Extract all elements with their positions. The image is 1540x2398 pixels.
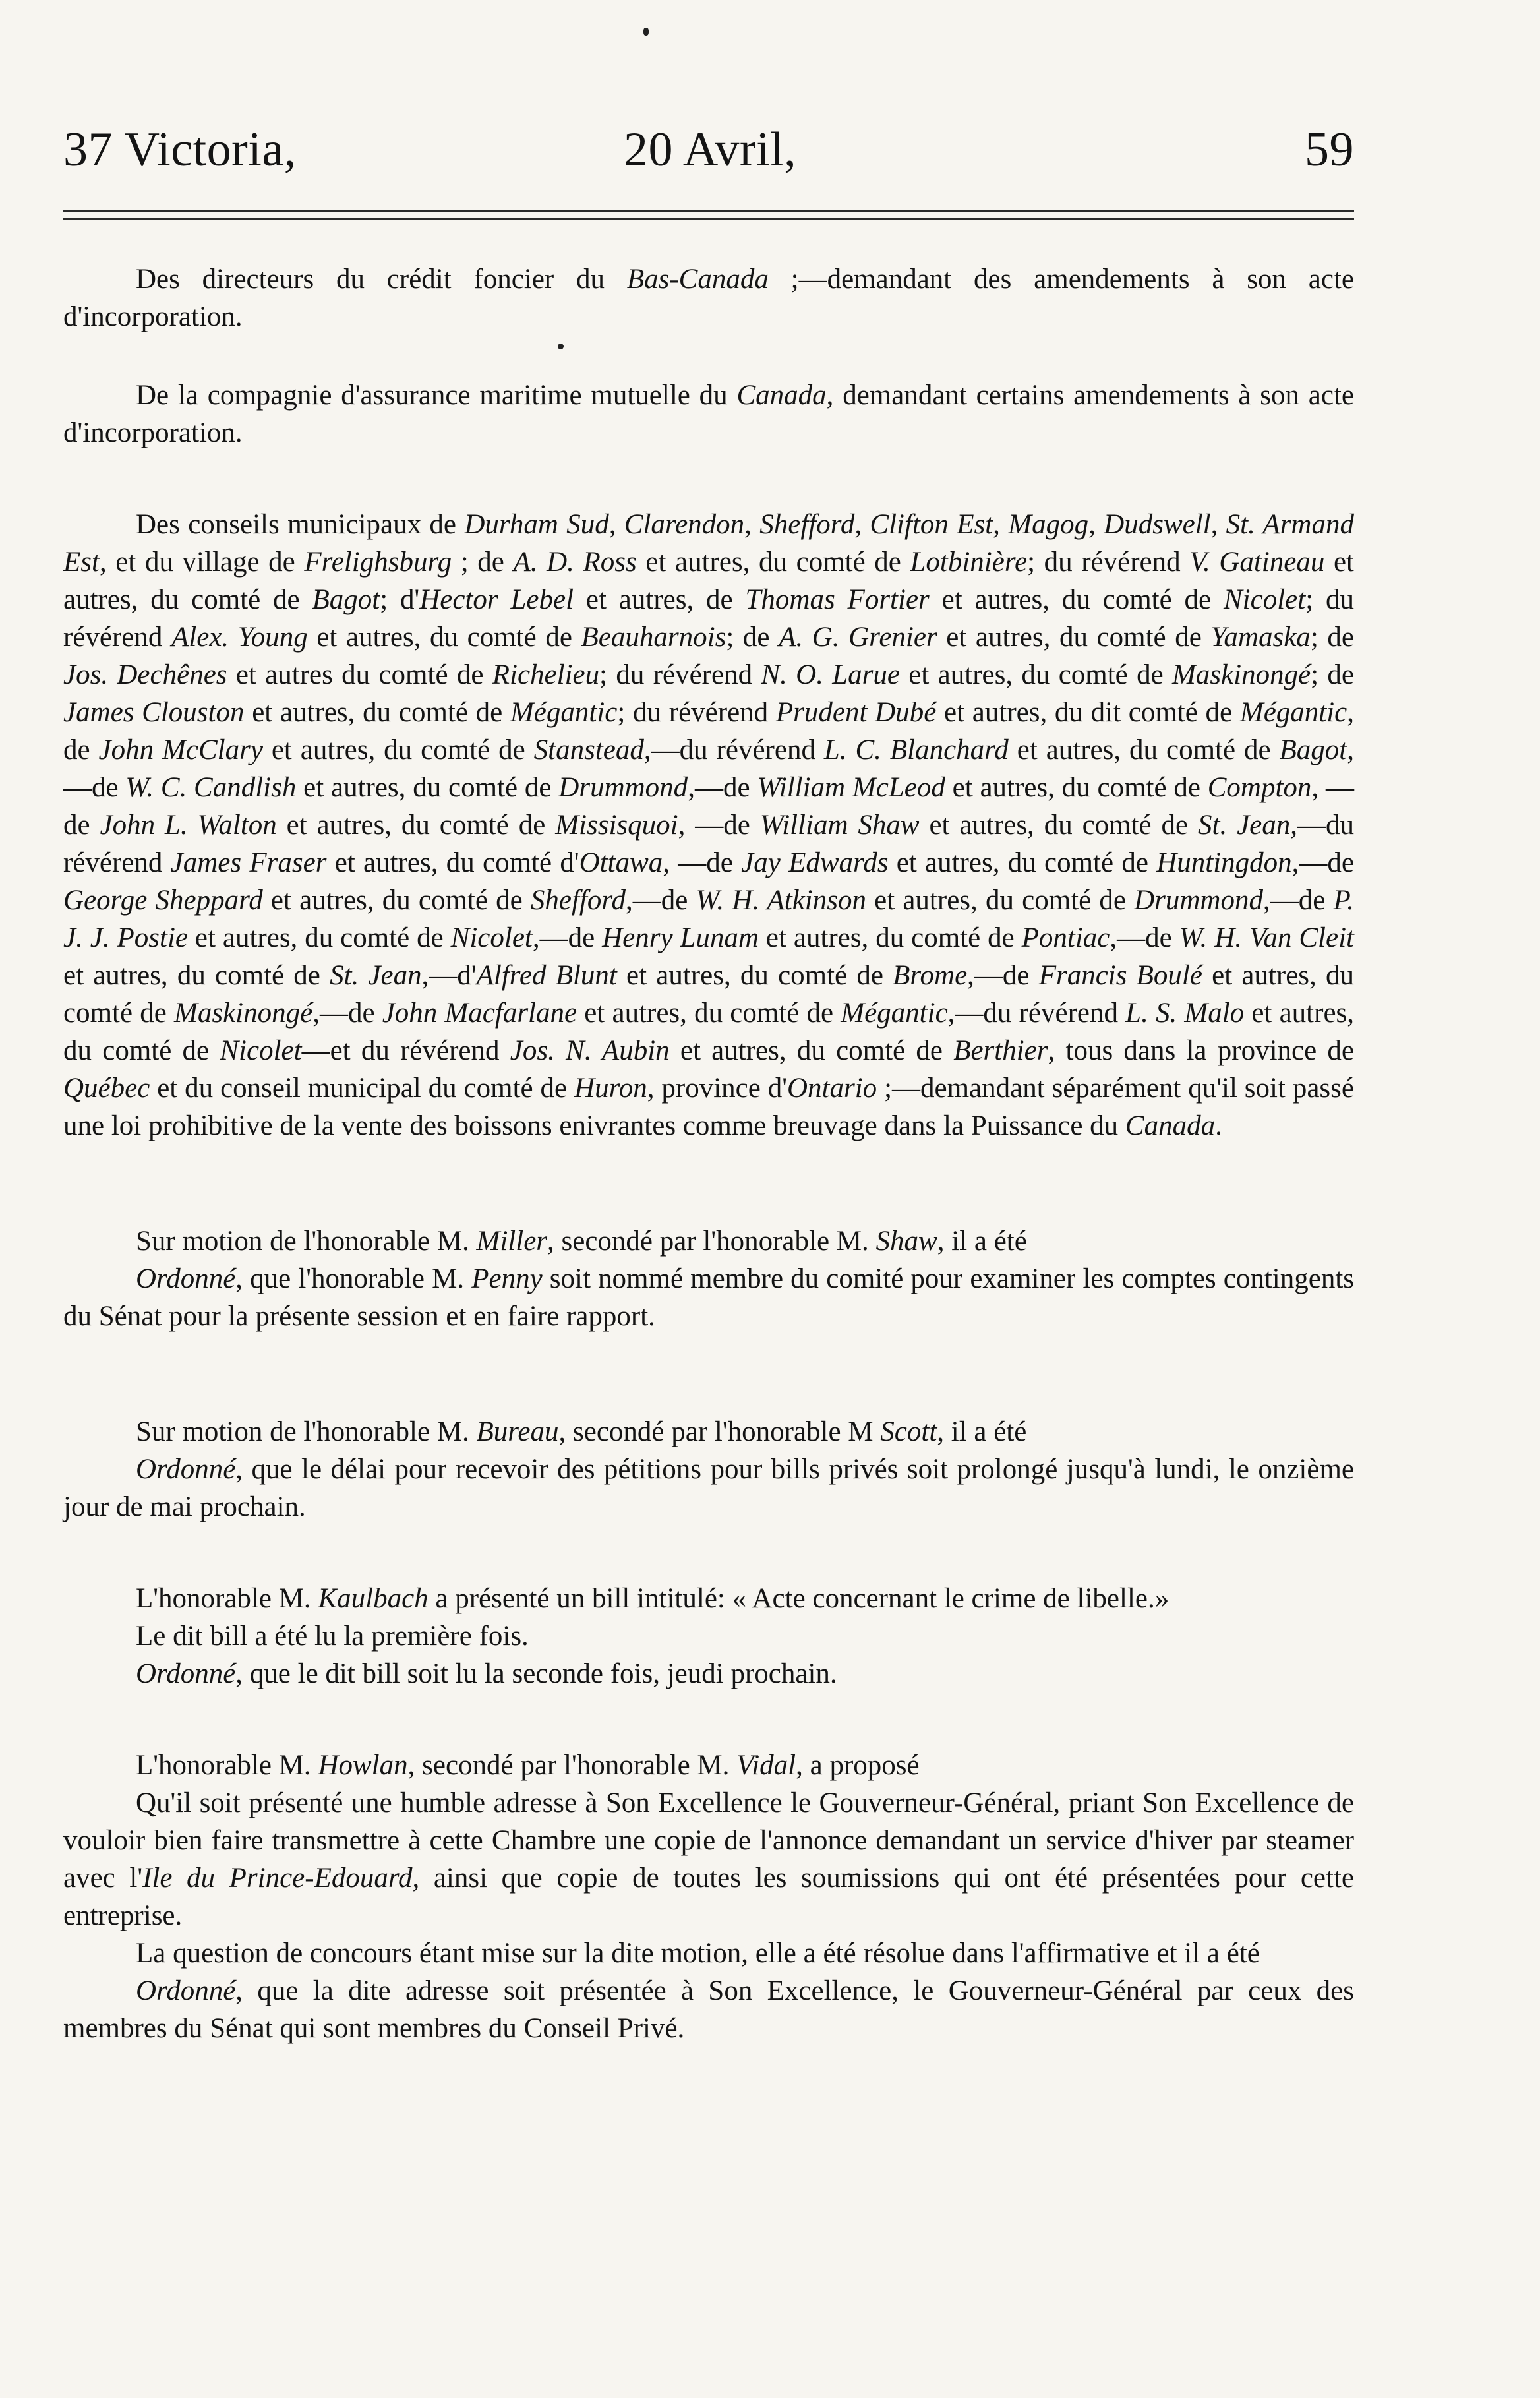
text-run: ; de bbox=[1310, 622, 1354, 653]
text-run: . bbox=[1215, 1110, 1222, 1141]
italic-run: Pontiac bbox=[1021, 922, 1110, 953]
text-run: , que le dit bill soit lu la seconde fois, jeudi prochain. bbox=[235, 1658, 837, 1689]
italic-run: Compton bbox=[1207, 772, 1312, 803]
text-run: ,—de bbox=[967, 960, 1039, 991]
text-run: ; de bbox=[452, 547, 514, 578]
italic-run: William Shaw bbox=[759, 810, 920, 841]
text-run: soit nommé membre du comité pour examiner les comptes contingents du Sénat pour la présente session et en faire rapport. bbox=[63, 1263, 1354, 1332]
page-number: 59 bbox=[1305, 123, 1354, 177]
italic-run: Berthier bbox=[953, 1035, 1048, 1066]
text-run: et autres, du comté de bbox=[669, 1035, 954, 1066]
text-run: ,—du révérend bbox=[63, 810, 1355, 878]
text-run: , tous dans la province de bbox=[1048, 1035, 1355, 1066]
text-run: ,—du révérend bbox=[947, 998, 1126, 1029]
text-run: ; du révérend bbox=[599, 659, 761, 690]
separator-dot bbox=[63, 336, 1354, 376]
italic-run: Shefford bbox=[530, 885, 626, 916]
italic-run: Drummond bbox=[558, 772, 688, 803]
header-session: 37 Victoria, bbox=[63, 123, 297, 177]
italic-run: James Clouston bbox=[63, 697, 245, 728]
text-run: et autres, du dit comté de bbox=[936, 697, 1240, 728]
italic-run: William McLeod bbox=[757, 772, 945, 803]
italic-run: Mégantic bbox=[510, 697, 618, 728]
italic-run: Ordonné bbox=[136, 1454, 236, 1485]
order-penny bbox=[63, 1260, 1354, 1335]
text-run: et autres, du comté de bbox=[866, 885, 1135, 916]
italic-run: Nicolet bbox=[450, 922, 533, 953]
text-run: et autres, du comté de bbox=[616, 960, 893, 991]
italic-run: Jos. N. Aubin bbox=[510, 1035, 670, 1066]
italic-run: L. S. Malo bbox=[1125, 998, 1245, 1029]
italic-run: Ottawa bbox=[579, 847, 663, 878]
text-run: et autres, du comté de bbox=[577, 998, 841, 1029]
italic-run: Scott bbox=[880, 1416, 937, 1447]
text-run: et autres, de bbox=[574, 584, 746, 615]
italic-run: Drummond bbox=[1134, 885, 1263, 916]
text-run: et autres, du comté de bbox=[244, 697, 510, 728]
text-run: , —de bbox=[663, 847, 742, 878]
header-date: 20 Avril, bbox=[624, 123, 797, 177]
italic-run: Richelieu bbox=[492, 659, 600, 690]
text-run: ,—de bbox=[626, 885, 696, 916]
italic-run: A. G. Grenier bbox=[779, 622, 937, 653]
italic-run: Frelighsburg bbox=[304, 547, 452, 578]
italic-run: Alfred Blunt bbox=[476, 960, 617, 991]
text-run: , que le délai pour recevoir des pétitions pour bills privés soit prolongé jusqu'à lundi, le onzième jour de mai prochain. bbox=[63, 1454, 1354, 1522]
italic-run: Yamaska bbox=[1210, 622, 1311, 653]
italic-run: Huntingdon bbox=[1156, 847, 1292, 878]
header-rule bbox=[63, 210, 1354, 212]
text-run: et autres, du comté de bbox=[63, 960, 1354, 1029]
text-run: et du conseil municipal du comté de bbox=[150, 1073, 575, 1104]
italic-run: Stanstead bbox=[533, 734, 644, 765]
text-run: ; du révérend bbox=[1027, 547, 1190, 578]
text-run: et autres, du comté de bbox=[937, 622, 1211, 653]
italic-run: Thomas Fortier bbox=[745, 584, 930, 615]
text-run: et autres, du comté de bbox=[929, 584, 1224, 615]
italic-run: James Fraser bbox=[170, 847, 327, 878]
italic-run: Huron bbox=[574, 1073, 647, 1104]
italic-run: Nicolet bbox=[220, 1035, 302, 1066]
order-address bbox=[63, 1972, 1354, 2047]
text-run: Sur motion de l'honorable M. bbox=[136, 1226, 477, 1257]
text-run: et autres, du comté de bbox=[307, 622, 581, 653]
text-run: et autres, du comté de bbox=[758, 922, 1022, 953]
text-run: et autres, du comté de bbox=[262, 885, 531, 916]
text-run: , secondé par l'honorable M. bbox=[547, 1226, 876, 1257]
petition-conseils-municipaux bbox=[63, 506, 1354, 1145]
text-run: et autres, du comté de bbox=[888, 847, 1157, 878]
text-run: , que l'honorable M. bbox=[235, 1263, 472, 1294]
italic-run: Canada bbox=[1125, 1110, 1216, 1141]
italic-run: Howlan bbox=[318, 1750, 408, 1781]
italic-run: Maskinongé bbox=[174, 998, 313, 1029]
text-run: ,—de bbox=[1110, 922, 1179, 953]
italic-run: Shaw bbox=[875, 1226, 937, 1257]
text-run: et autres, du comté de bbox=[188, 922, 451, 953]
order-delai-petitions bbox=[63, 1451, 1354, 1526]
text-run: Des conseils municipaux de bbox=[136, 509, 465, 540]
italic-run: Brome bbox=[893, 960, 968, 991]
text-run: , —de bbox=[678, 810, 760, 841]
text-run: ; du révérend bbox=[63, 584, 1355, 653]
text-run: et autres, du comté de bbox=[262, 734, 534, 765]
text-run: et autres, du comté d' bbox=[326, 847, 579, 878]
text-run: , que la dite adresse soit présentée à Son Excellence, le Gouverneur-Général par ceux des membres du Sénat qui sont membres du Conseil Privé. bbox=[63, 1975, 1354, 2044]
text-run: et autres, du comté de bbox=[1008, 734, 1280, 765]
italic-run: Hector Lebel bbox=[419, 584, 574, 615]
order-second-reading bbox=[63, 1655, 1354, 1693]
italic-run: Lotbinière bbox=[910, 547, 1028, 578]
italic-run: Mégantic bbox=[841, 998, 948, 1029]
text-run: ,—de bbox=[1263, 885, 1334, 916]
bill-kaulbach bbox=[63, 1580, 1354, 1617]
text-run: ,—de bbox=[688, 772, 757, 803]
text-run: et autres, du comté de bbox=[296, 772, 559, 803]
text-run: , secondé par l'honorable M. bbox=[407, 1750, 737, 1781]
italic-run: Nicolet bbox=[1224, 584, 1306, 615]
text-run: , ainsi que copie de toutes les soumissions qui ont été présentées pour cette entreprise. bbox=[63, 1863, 1354, 1931]
italic-run: Vidal bbox=[736, 1750, 796, 1781]
text-run: L'honorable M. bbox=[136, 1750, 318, 1781]
text-run: ; de bbox=[1311, 659, 1355, 690]
motion-bureau bbox=[63, 1413, 1354, 1451]
italic-run: Ordonné bbox=[136, 1263, 236, 1294]
text-run: et autres, du comté de bbox=[636, 547, 910, 578]
italic-run: Durham Sud, Clarendon, Shefford, Clifton Est, Magog, Dudswell, St. Armand Est bbox=[63, 509, 1354, 578]
text-run: ,—du révérend bbox=[643, 734, 824, 765]
text-run: La question de concours étant mise sur la dite motion, elle a été résolue dans l'affirmative et il a été bbox=[136, 1938, 1260, 1969]
italic-run: Jos. Dechênes bbox=[63, 659, 227, 690]
text-run: et autres, du comté de bbox=[919, 810, 1199, 841]
italic-run: Bagot bbox=[312, 584, 380, 615]
italic-run: Alex. Young bbox=[171, 622, 308, 653]
text-run: ; d' bbox=[380, 584, 420, 615]
text-run: , secondé par l'honorable M bbox=[558, 1416, 881, 1447]
text-run: ; du révérend bbox=[617, 697, 776, 728]
italic-run: John McClary bbox=[98, 734, 263, 765]
italic-run: Francis Boulé bbox=[1038, 960, 1202, 991]
motion-howlan bbox=[63, 1747, 1354, 1784]
italic-run: John Macfarlane bbox=[382, 998, 578, 1029]
header-rule-thin bbox=[63, 218, 1354, 220]
text-run: , a proposé bbox=[796, 1750, 920, 1781]
page-body bbox=[63, 260, 1354, 2047]
italic-run: P. J. J. Postie bbox=[63, 885, 1354, 953]
italic-run: Mégantic bbox=[1239, 697, 1348, 728]
italic-run: A. D. Ross bbox=[513, 547, 637, 578]
petition-assurance-maritime: De la compagnie d'assurance maritime mutuelle du Canada, demandant certains amendements à son acte d'incorporation. bbox=[63, 380, 1354, 448]
question-resolved bbox=[63, 1934, 1354, 1972]
text-run: , —de bbox=[63, 772, 1354, 841]
text-run: —et du révérend bbox=[301, 1035, 510, 1066]
italic-run: St. Jean bbox=[330, 960, 422, 991]
italic-run: St. Jean bbox=[1198, 810, 1291, 841]
italic-run: Penny bbox=[471, 1263, 543, 1294]
italic-run: Québec bbox=[63, 1073, 150, 1104]
italic-run: Henry Lunam bbox=[602, 922, 759, 953]
italic-run: Missisquoi bbox=[555, 810, 678, 841]
text-run: ,—de bbox=[532, 922, 603, 953]
text-run: ,—de bbox=[312, 998, 382, 1029]
text-run: L'honorable M. bbox=[136, 1583, 318, 1614]
text-run: ,—de bbox=[63, 734, 1354, 803]
italic-run: George Sheppard bbox=[63, 885, 263, 916]
motion-miller bbox=[63, 1222, 1354, 1260]
italic-run: V. Gatineau bbox=[1189, 547, 1325, 578]
text-run: , il a été bbox=[937, 1416, 1027, 1447]
text-run: ;—demandant séparément qu'il soit passé une loi prohibitive de la vente des boissons enivrantes comme breuvage dans la Puissance du bbox=[63, 1073, 1354, 1141]
text-run: ,—d' bbox=[421, 960, 477, 991]
text-run: a présenté un bill intitulé: « Acte concernant le crime de libelle.» bbox=[428, 1583, 1170, 1614]
italic-run: Miller bbox=[476, 1226, 548, 1257]
text-run: et autres, du comté de bbox=[900, 659, 1172, 690]
text-run: ; de bbox=[726, 622, 779, 653]
text-run: Sur motion de l'honorable M. bbox=[136, 1416, 477, 1447]
italic-run: Ontario bbox=[786, 1073, 877, 1104]
italic-run: Ile du Prince-Edouard bbox=[142, 1863, 413, 1894]
text-run: et autres, du comté de bbox=[276, 810, 556, 841]
italic-run: W. C. Candlish bbox=[125, 772, 297, 803]
italic-run: Maskinongé bbox=[1171, 659, 1311, 690]
text-run: , de bbox=[63, 697, 1355, 765]
text-run: et autres, du comté de bbox=[63, 960, 330, 991]
text-run: , et du village de bbox=[99, 547, 305, 578]
italic-run: W. H. Atkinson bbox=[696, 885, 866, 916]
italic-run: Jay Edwards bbox=[741, 847, 889, 878]
italic-run: Ordonné bbox=[136, 1658, 236, 1689]
text-run: et autres du comté de bbox=[227, 659, 492, 690]
italic-run: W. H. Van Cleit bbox=[1179, 922, 1354, 953]
text-run: ,—de bbox=[1291, 847, 1354, 878]
petition-credit-foncier: Des directeurs du crédit foncier du Bas-Canada ;—demandant des amendements à son acte d'incorporation. bbox=[63, 264, 1354, 332]
text-run: , il a été bbox=[937, 1226, 1027, 1257]
italic-run: L. C. Blanchard bbox=[823, 734, 1009, 765]
italic-run: Bagot bbox=[1279, 734, 1348, 765]
italic-run: John L. Walton bbox=[100, 810, 277, 841]
italic-run: Ordonné bbox=[136, 1975, 236, 2006]
text-run: et autres, du comté de bbox=[63, 547, 1354, 615]
text-run: et autres, du comté de bbox=[945, 772, 1208, 803]
text-run: , province d' bbox=[647, 1073, 787, 1104]
running-header bbox=[63, 122, 1354, 195]
text-run: Qu'il soit présenté une humble adresse à Son Excellence le Gouverneur-Général, priant Son Excellence de vouloir bien faire transmettre à cette Chambre une copie de l'annonce demandant un service d'hiver par steamer avec l' bbox=[63, 1787, 1354, 1894]
bill-first-reading bbox=[63, 1617, 1354, 1655]
italic-run: Bureau bbox=[476, 1416, 559, 1447]
italic-run: N. O. Larue bbox=[761, 659, 900, 690]
italic-run: Prudent Dubé bbox=[775, 697, 937, 728]
text-run: Le dit bill a été lu la première fois. bbox=[136, 1621, 529, 1652]
italic-run: Kaulbach bbox=[318, 1583, 429, 1614]
italic-run: Beauharnois bbox=[581, 622, 726, 653]
print-mark bbox=[643, 28, 649, 36]
text-run: et autres, du comté de bbox=[63, 998, 1355, 1066]
address-text bbox=[63, 1784, 1354, 1934]
